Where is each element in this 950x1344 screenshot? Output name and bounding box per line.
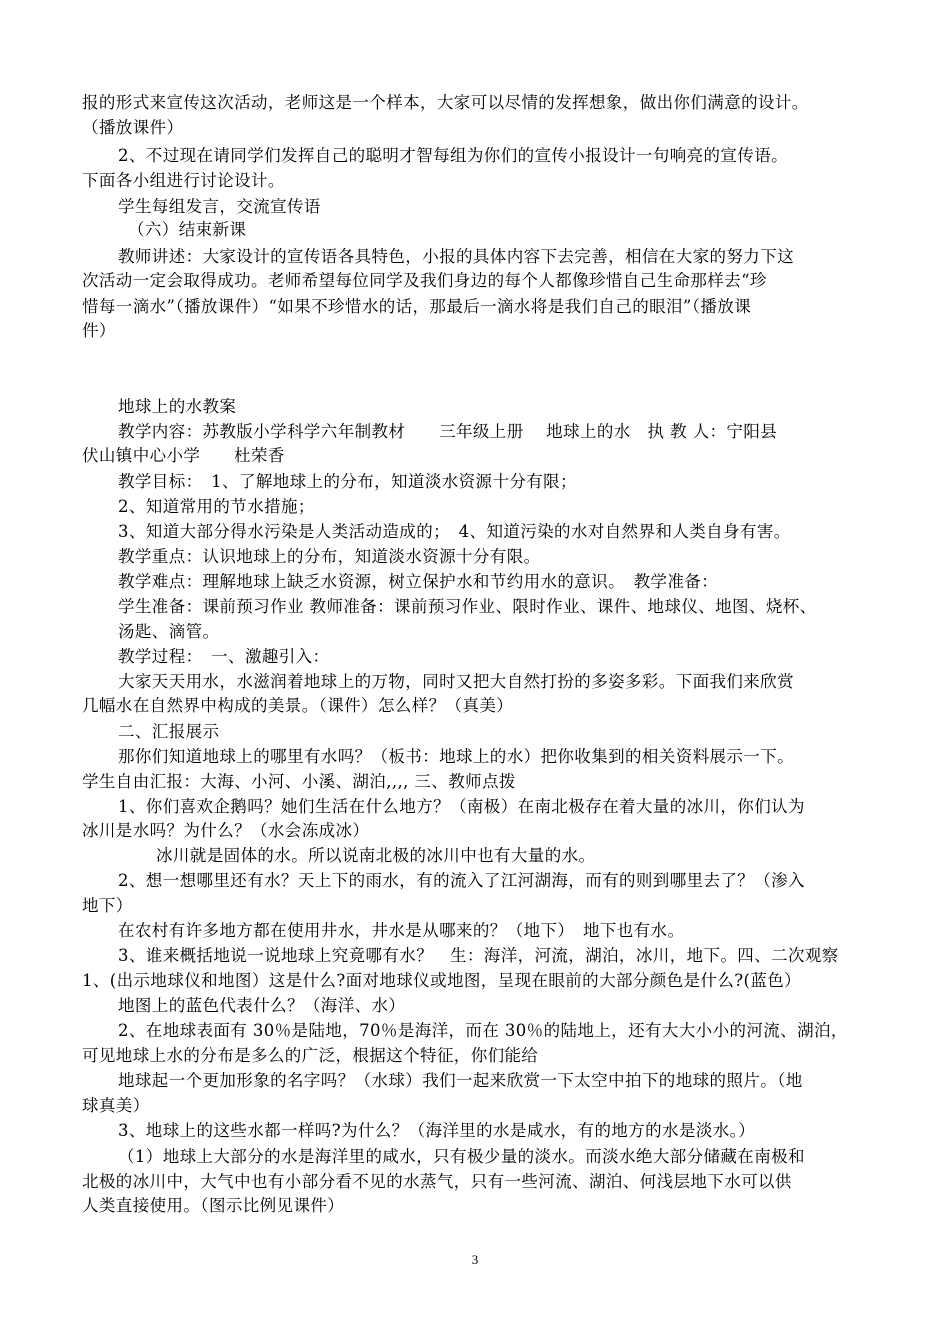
- text-line: 地球起一个更加形象的名字吗？（水球）我们一起来欣赏一下太空中拍下的地球的照片。（地: [118, 1071, 803, 1090]
- text-line: 人类直接使用。（图示比例见课件）: [82, 1196, 345, 1215]
- text-line: 3、知道大部分得水污染是人类活动造成的； 4、知道污染的水对自然界和人类自身有害。: [118, 522, 791, 541]
- text-line: 北极的冰川中，大气中也有小部分看不见的水蒸气，只有一些河流、湖泊、何浅层地下水可以供: [82, 1172, 792, 1191]
- text-line: 在农村有许多地方都在使用井水，井水是从哪来的？（地下） 地下也有水。: [118, 921, 685, 940]
- text-line: 2、想一想哪里还有水？天上下的雨水，有的流入了江河湖海，而有的则到哪里去了？（渗入: [118, 871, 805, 890]
- text-line: 教学难点：理解地球上缺乏水资源，树立保护水和节约用水的意识。 教学准备：: [118, 572, 719, 591]
- text-line: 2、在地球表面有 30％是陆地，70％是海洋，而在 30％的陆地上，还有大大小小的河流、湖泊，: [118, 1021, 848, 1040]
- text-line: 可见地球上水的分布是多么的广泛，根据这个特征，你们能给: [82, 1046, 539, 1065]
- text-line: 那你们知道地球上的哪里有水吗？（板书：地球上的水）把你收集到的相关资料展示一下。: [118, 747, 794, 766]
- text-line: 伏山镇中心小学 杜荣香: [82, 446, 285, 465]
- text-line: 次活动一定会取得成功。老师希望每位同学及我们身边的每个人都像珍惜自己生命那样去“珍: [82, 271, 767, 290]
- text-line: 1、(出示地球仪和地图）这是什么?面对地球仪或地图，呈现在眼前的大部分颜色是什么?(蓝色）: [82, 971, 802, 990]
- text-line: 教学重点：认识地球上的分布，知道淡水资源十分有限。: [118, 547, 541, 566]
- text-line: 学生自由汇报：大海、小河、小溪、湖泊,,,, 三、教师点拨: [82, 772, 516, 791]
- text-line: 汤匙、滴管。: [118, 622, 220, 641]
- text-line: 2、知道常用的节水措施；: [118, 497, 315, 516]
- text-line: 惜每一滴水”（播放课件）“如果不珍惜水的话，那最后一滴水将是我们自己的眼泪”（播放课: [82, 297, 752, 316]
- text-line: （播放课件）: [82, 118, 184, 137]
- text-line: 教学内容：苏教版小学科学六年制教材 三年级上册 地球上的水 执 教 人：宁阳县: [118, 422, 778, 441]
- section-heading: （六）结束新课: [128, 220, 247, 239]
- text-line: （1）地球上大部分的水是海洋里的咸水，只有极少量的淡水。而淡水绝大部分储藏在南极和: [118, 1147, 805, 1166]
- text-line: 教学目标： 1、了解地球上的分布，知道淡水资源十分有限；: [118, 472, 577, 491]
- text-line: 2、不过现在请同学们发挥自己的聪明才智每组为你们的宣传小报设计一句响亮的宣传语。: [118, 146, 788, 165]
- text-line: 报的形式来宣传这次活动，老师这是一个样本，大家可以尽情的发挥想象，做出你们满意的设计。: [82, 93, 809, 112]
- text-line: 1、你们喜欢企鹅吗？她们生活在什么地方？（南极）在南北极存在着大量的冰川，你们认为: [118, 797, 805, 816]
- text-line: 冰川就是固体的水。所以说南北极的冰川中也有大量的水。: [156, 846, 596, 865]
- text-line: 地下）: [82, 896, 133, 915]
- text-line: 大家天天用水，水滋润着地球上的万物，同时又把大自然打扮的多姿多彩。下面我们来欣赏: [118, 672, 794, 691]
- document-title: 地球上的水教案: [118, 397, 237, 416]
- text-line: 地图上的蓝色代表什么？（海洋、水）: [118, 996, 406, 1015]
- text-line: 教师讲述：大家设计的宣传语各具特色，小报的具体内容下去完善，相信在大家的努力下这: [118, 247, 794, 266]
- text-line: 二、汇报展示: [118, 722, 220, 741]
- text-line: 学生准备：课前预习作业 教师准备：课前预习作业、限时作业、课件、地球仪、地图、烧杯、: [118, 597, 817, 616]
- page-number: 3: [471, 1252, 479, 1267]
- text-line: 几幅水在自然界中构成的美景。（课件）怎么样？（真美）: [82, 696, 514, 715]
- text-line: 冰川是水吗？为什么？（水会冻成冰）: [82, 821, 370, 840]
- text-line: 3、谁来概括地说一说地球上究竟哪有水？ 生：海洋，河流，湖泊，冰川，地下。四、二次观察: [118, 946, 839, 965]
- text-line: 下面各小组进行讨论设计。: [82, 171, 285, 190]
- text-line: 教学过程： 一、激趣引入：: [118, 647, 330, 666]
- text-line: 3、地球上的这些水都一样吗?为什么？（海洋里的水是咸水，有的地方的水是淡水。）: [118, 1121, 756, 1140]
- text-line: 学生每组发言，交流宣传语: [118, 197, 321, 216]
- text-line: 件）: [82, 321, 116, 340]
- text-line: 球真美）: [82, 1096, 150, 1115]
